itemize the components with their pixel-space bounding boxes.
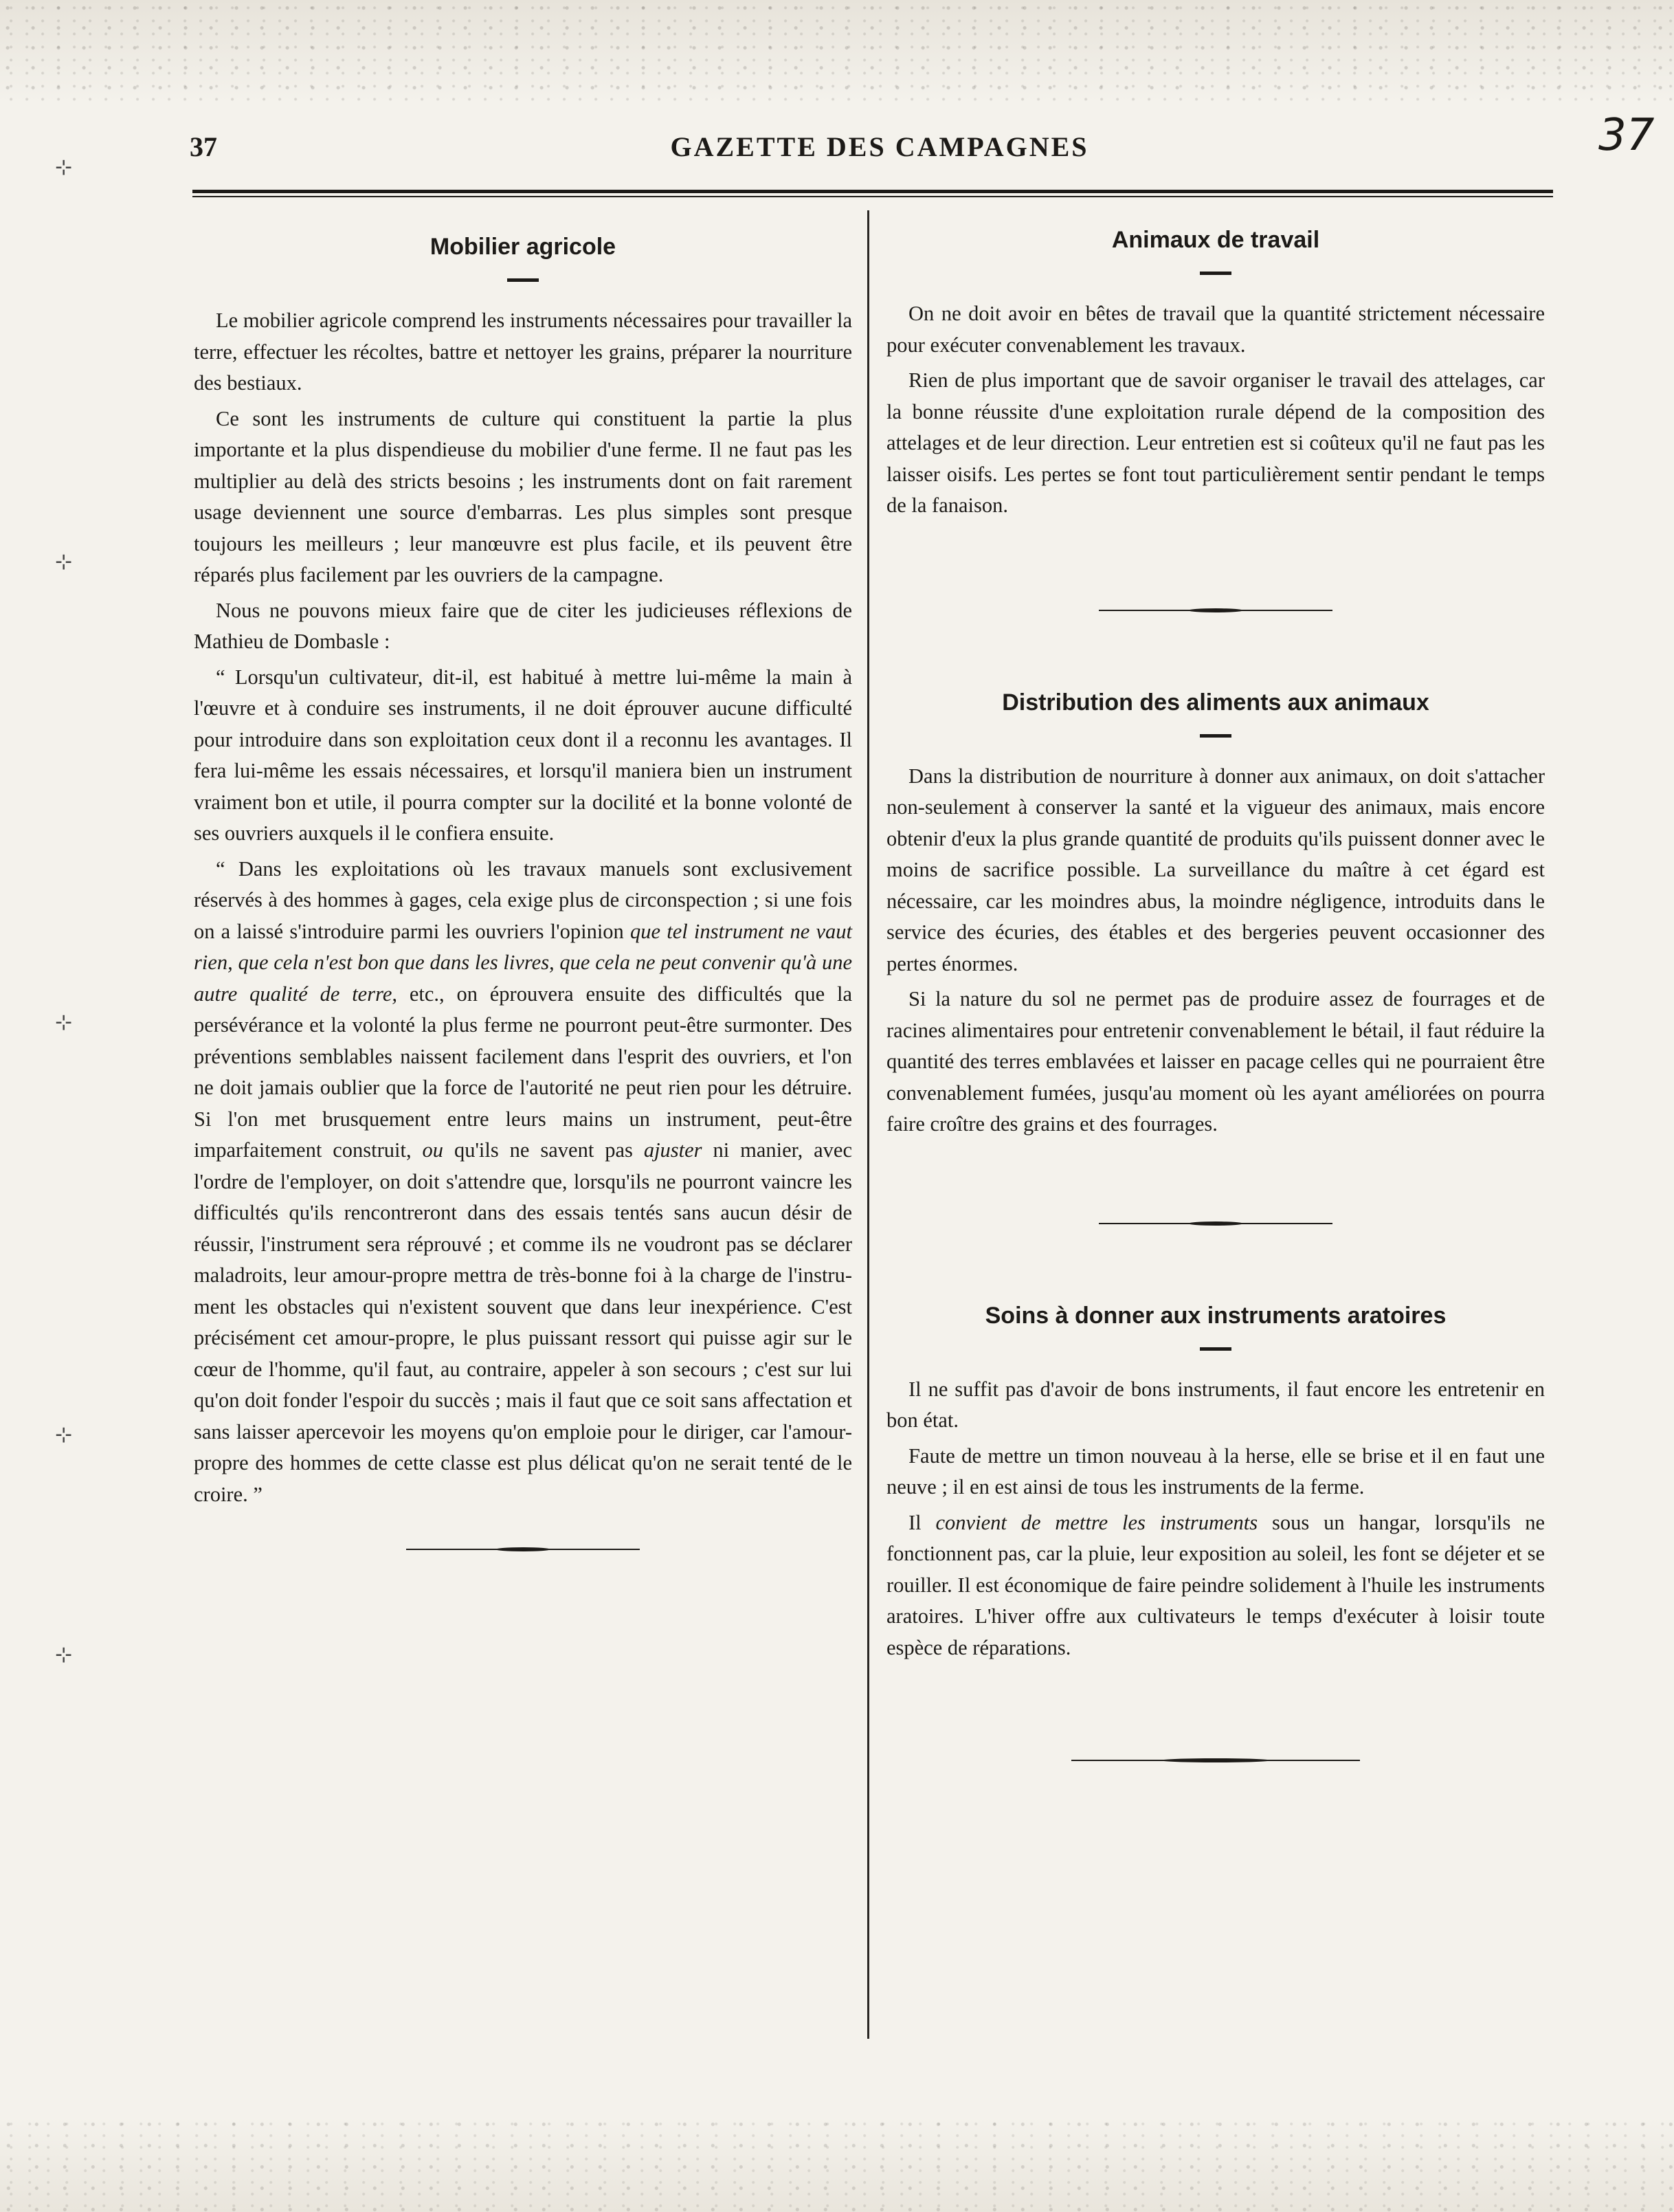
paragraph: Faute de mettre un timon nouveau à la herse, elle se brise et il en faut une neuve ; il en est ainsi de tous les instruments de la ferme. <box>886 1444 1545 1498</box>
registration-mark-icon: ⊹ <box>55 1643 73 1667</box>
quote-paragraph: “ Lorsqu'un cultivateur, dit-il, est habitué à mettre lui-même la main à l'œuvre et à conduire ses instruments, il ne doit éprouver aucune difficulté pour introduire dans son exploitation ceux dont il a reconnu les avantages. Il fera lui-même les essais nécessaires, et lorsqu'il maniera bien un instrument vraiment bon et utile, il pourra compter sur la docilité et la bonne volonté de ses ouvriers auxquels il le confiera ensuite. <box>194 665 852 845</box>
article-title: Soins à donner aux instruments aratoires <box>985 1302 1447 1329</box>
left-column <box>194 227 852 1553</box>
paragraph: Il ne suffit pas d'avoir de bons instruments, il faut encore les entretenir en bon état. <box>886 1377 1545 1432</box>
article-body <box>194 305 852 1510</box>
article-title: Animaux de travail <box>1111 227 1320 253</box>
registration-mark-icon: ⊹ <box>55 155 73 179</box>
title-dash <box>507 278 539 282</box>
paragraph <box>886 1507 1545 1664</box>
article-distribution-aliments <box>886 689 1545 1140</box>
paragraph: Si la nature du sol ne permet pas de produire assez de fourrages et de racines alimentaires pour entretenir convenablement le bétail, il faut réduire la quantité des terres emblavées et laisser en pacage celles qui ne pourraient être convenablement fumées, jusqu'au moment où les ayant améliorées on pourra faire croître des grains et des fourrages. <box>886 987 1545 1136</box>
article-soins-instruments <box>886 1303 1545 1664</box>
title-dash <box>1200 1347 1231 1351</box>
quote-italic-text: que tel instrument ne vaut rien, que cela n'est bon que dans les livres, que cela ne peut convenir qu'à une autre qualité de terre, <box>194 919 853 1006</box>
right-column <box>886 227 1545 1764</box>
article-title: Distribution des aliments aux animaux <box>1002 689 1429 716</box>
quote-italic-text: ajuster <box>643 1138 702 1162</box>
scan-noise-bottom <box>0 2116 1674 2212</box>
section-ornament <box>1071 1757 1360 1764</box>
registration-mark-icon: ⊹ <box>55 550 73 574</box>
article-animaux-de-travail <box>886 227 1545 522</box>
quote-text: ni manier, avec l'ordre de l'employer, on doit s'attendre que, lorsqu'ils ne pourront vaincre les difficultés qu'ils rencontreront dans des essais tentés sans aucun désir de réussir, l'instrument sera réprouvé ; et comme ils ne voudront pas se déclarer maladroits, leur amour-propre mettra de très-bonne foi à la charge de l'instrument les obstacles qui n'existent souvent que dans leur inexpérience. C'est précisément cet amour-propre, le plus puissant ressort qui puisse agir sur le cœur de l'homme, qu'il faut, au contraire, appeler à son secours ; c'est sur lui qu'on doit fonder l'espoir du succès ; mais il faut que ce soit sans affectation et sans laisser apercevoir les moyens qu'on emploie pour le diriger, car l'amour-propre des hommes de cette classe est plus délicat qu'on ne serait tenté de le croire. ” <box>194 1138 852 1506</box>
paragraph: Le mobilier agricole comprend les instruments nécessaires pour travailler la terre, effectuer les récoltes, battre et nettoyer les grains, préparer la nourriture des bestiaux. <box>194 309 852 395</box>
title-dash <box>1200 272 1231 275</box>
article-body <box>886 1374 1545 1664</box>
quote-text: qu'ils ne savent pas <box>443 1138 644 1162</box>
article-mobilier-agricole <box>194 234 852 1553</box>
page-number-left: 37 <box>190 131 217 162</box>
article-body <box>886 298 1545 522</box>
section-ornament <box>406 1546 640 1553</box>
paragraph: On ne doit avoir en bêtes de travail que la quantité strictement nécessaire pour exécuter convenablement les travaux. <box>886 302 1545 357</box>
column-divider <box>867 210 869 2039</box>
registration-mark-icon: ⊹ <box>55 1423 73 1447</box>
registration-mark-icon: ⊹ <box>55 1010 73 1035</box>
page-number-handwritten: 37 <box>1598 110 1655 161</box>
section-ornament <box>1099 1220 1332 1227</box>
paragraph: Nous ne pouvons mieux faire que de citer les judicieuses réflexions de Mathieu de Dombasle : <box>194 598 852 653</box>
quote-paragraph <box>194 854 852 1511</box>
quote-text: “ Dans les exploitations où les travaux manuels sont exclusivement réservés à des hommes à gages, cela exige plus de circonspection ; si une fois on a laissé s'introduire parmi les ouvriers l'opinion <box>194 856 852 943</box>
paragraph-text: sous un hangar, lorsqu'ils ne fonctionnent pas, car la pluie, leur exposition au soleil, les font se déjeter et se rouiller. Il est économique de faire peindre solidement à l'huile les instruments aratoires. L'hiver offre aux cultivateurs le temps d'exécuter à loisir toute espèce de réparations. <box>886 1510 1545 1659</box>
paragraph: Ce sont les instruments de culture qui constituent la partie la plus importante et la plus dispendieuse du mobilier d'une ferme. Il ne faut pas les multiplier au delà des stricts besoins ; les instruments dont on fait rarement usage deviennent une source d'embarras. Les plus simples sont presque toujours les meilleurs ; leur manœuvre est plus facile, et ils peuvent être réparés plus facilement par les ouvriers de la campagne. <box>194 406 852 586</box>
header-rule <box>192 190 1553 197</box>
article-body <box>886 761 1545 1140</box>
section-ornament <box>1099 607 1332 614</box>
title-dash <box>1200 734 1231 738</box>
paragraph-text: Il <box>908 1510 936 1534</box>
quote-text: etc., on éprouvera ensuite des difficultés que la persévérance et la volonté la plus ferme ne pourront peut-être surmonter. Des préventions semblables naissent facilement dans l'esprit des ouvriers, et l'on ne doit jamais oublier que la force de l'autorité ne peut rien pour les détruire. Si l'on met brusquement entre leurs mains un instrument, peut-être imparfaitement construit, <box>194 982 852 1162</box>
article-title: Mobilier agricole <box>429 234 616 260</box>
scan-noise-top <box>0 0 1674 103</box>
paragraph-italic-text: convient de mettre les instruments <box>935 1510 1258 1534</box>
quote-italic-text: ou <box>422 1138 444 1162</box>
paragraph: Dans la distribution de nourriture à donner aux animaux, on doit s'attacher non-seulement à conserver la santé et la vigueur des animaux, mais encore obtenir d'eux la plus grande quantité de produits qu'ils puissent donner avec le moins de sacrifice possible. La surveillance du maître à cet égard est nécessaire, car les moindres abus, la moindre négligence, introduits dans le service des écuries, des étables et des bergeries peuvent occasionner des pertes énormes. <box>886 764 1545 975</box>
paragraph: Rien de plus important que de savoir organiser le travail des attelages, car la bonne réussite d'une exploitation rurale dépend de la composition des attelages et de leur direction. Leur entretien est si coûteux qu'il ne faut pas les laisser oisifs. Les pertes se font tout particulièrement sentir pendant le temps de la fanaison. <box>886 368 1545 517</box>
masthead-title: GAZETTE DES CAMPAGNES <box>670 131 1089 162</box>
